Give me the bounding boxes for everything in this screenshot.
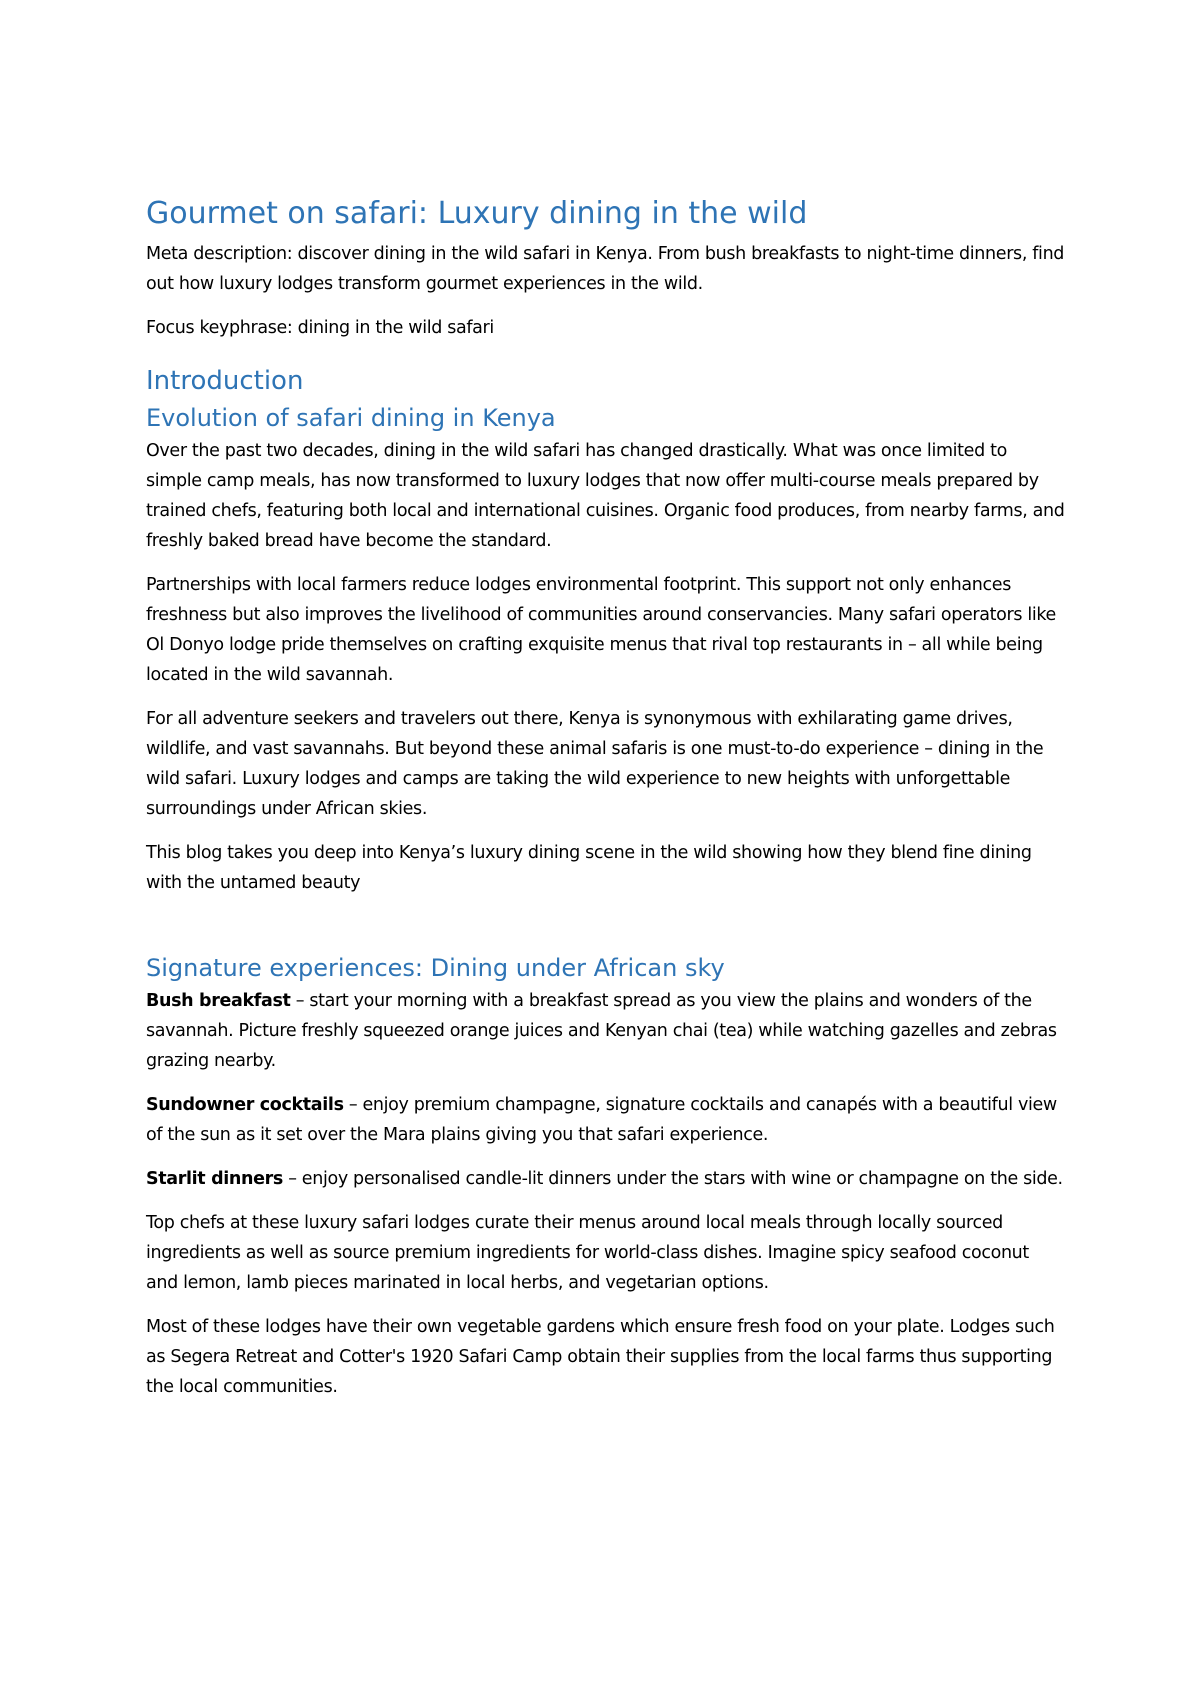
evolution-paragraph-2: Partnerships with local farmers reduce lodges environmental footprint. This support not only enhances freshness but also improves the livelihood of communities around conservancies. Many safari operators like Ol Donyo lodge pride themselves on crafting exquisite menus that rival top restaurants in – all while being located in the wild savannah. — [146, 575, 1056, 685]
experience-label: Starlit dinners — [146, 1169, 283, 1189]
evolution-paragraph-3: For all adventure seekers and travelers out there, Kenya is synonymous with exhilarating game drives, wildlife, and vast savannahs. But beyond these animal safaris is one must-to-do experience – dining in the wild safari. Luxury lodges and camps are taking the wild experience to new heights with unforgettable surroundings under African skies. — [146, 709, 1044, 819]
experience-sundowner-cocktails — [146, 1090, 1066, 1150]
closing-paragraph-2: Most of these lodges have their own vegetable gardens which ensure fresh food on your plate. Lodges such as Segera Retreat and Cotter's 1920 Safari Camp obtain their supplies from the local farms thus supporting the local communities. — [146, 1317, 1055, 1397]
experience-starlit-dinners — [146, 1164, 1066, 1194]
evolution-paragraph-4: This blog takes you deep into Kenya’s luxury dining scene in the wild showing how they blend fine dining with the untamed beauty — [146, 843, 1032, 893]
evolution-paragraph-1: Over the past two decades, dining in the wild safari has changed drastically. What was once limited to simple camp meals, has now transformed to luxury lodges that now offer multi-course meals prepared by trained chefs, featuring both local and international cuisines. Organic food produces, from nearby farms, and freshly baked bread have become the standard. — [146, 441, 1065, 551]
introduction-heading: Introduction — [146, 366, 304, 396]
experience-label: Bush breakfast — [146, 991, 291, 1011]
experience-text: – enjoy premium champagne, signature cocktails and canapés with a beautiful view of the sun as it set over the Mara plains giving you that safari experience. — [146, 1095, 1057, 1145]
closing-paragraph-1: Top chefs at these luxury safari lodges curate their menus around local meals through locally sourced ingredients as well as source premium ingredients for world-class dishes. Imagine spicy seafood coconut and lemon, lamb pieces marinated in local herbs, and vegetarian options. — [146, 1213, 1029, 1293]
evolution-heading: Evolution of safari dining in Kenya — [146, 404, 556, 432]
experience-bush-breakfast — [146, 986, 1066, 1076]
meta-description: Meta description: discover dining in the wild safari in Kenya. From bush breakfasts to night-time dinners, find out how luxury lodges transform gourmet experiences in the wild. — [146, 244, 1065, 294]
focus-keyphrase: Focus keyphrase: dining in the wild safari — [146, 318, 494, 338]
experience-label: Sundowner cocktails — [146, 1095, 344, 1115]
experience-text: – enjoy personalised candle-lit dinners under the stars with wine or champagne on the side. — [282, 1169, 1063, 1189]
document-page — [146, 196, 1066, 1416]
document-title: Gourmet on safari: Luxury dining in the wild — [146, 196, 808, 231]
experience-text: – start your morning with a breakfast spread as you view the plains and wonders of the savannah. Picture freshly squeezed orange juices and Kenyan chai (tea) while watching gazelles and zebras grazing nearby. — [146, 991, 1057, 1071]
signature-heading: Signature experiences: Dining under African sky — [146, 954, 725, 982]
